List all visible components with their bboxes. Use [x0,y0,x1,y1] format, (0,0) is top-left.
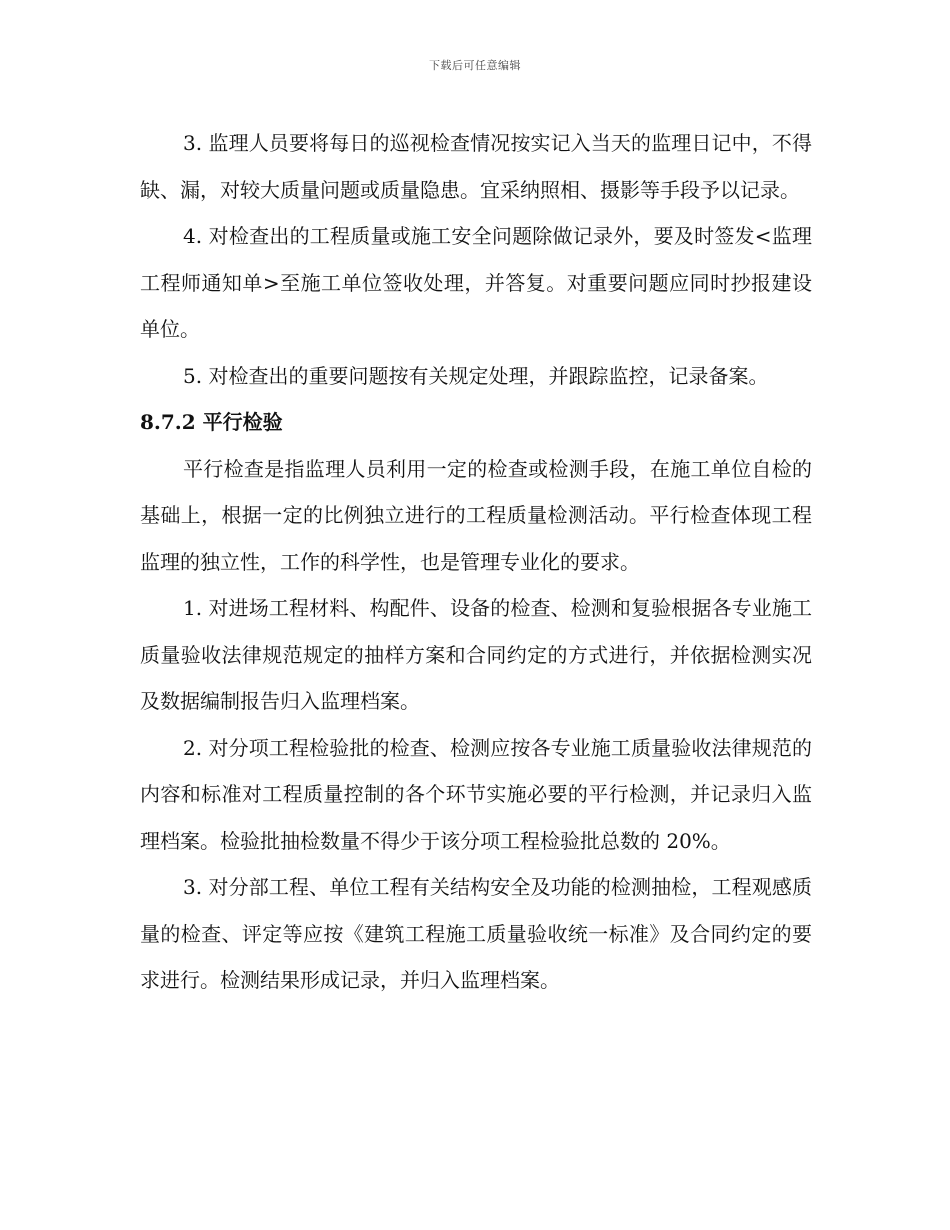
paragraph-batch-check: 2. 对分项工程检验批的检查、检测应按各专业施工质量验收法律规范的内容和标准对工程质量控制的各个环节实施必要的平行检测，并记录归入监理档案。检验批抽检数量不得少于该分项工程检验批总数的 20%。 [140,735,812,853]
paragraph-issue-notice: 4. 对检查出的工程质量或施工安全问题除做记录外，要及时签发<监理工程师通知单>至施工单位签收处理，并答复。对重要问题应同时抄报建设单位。 [140,224,812,341]
document-body [140,120,812,1004]
paragraph-follow-up: 5. 对检查出的重要问题按有关规定处理，并跟踪监控，记录备案。 [183,363,769,388]
paragraph-structure-check: 3. 对分部工程、单位工程有关结构安全及功能的检测抽检，工程观感质量的检查、评定等应按《建筑工程施工质量验收统一标准》及合同约定的要求进行。检测结果形成记录，并归入监理档案。 [140,875,812,992]
paragraph-materials-check: 1. 对进场工程材料、构配件、设备的检查、检测和复验根据各专业施工质量验收法律规范规定的抽样方案和合同约定的方式进行，并依据检测实况及数据编制报告归入监理档案。 [140,596,812,713]
paragraph-parallel-intro: 平行检查是指监理人员利用一定的检查或检测手段，在施工单位自检的基础上，根据一定的比例独立进行的工程质量检测活动。平行检查体现工程监理的独立性，工作的科学性，也是管理专业化的要求。 [140,456,812,574]
section-heading: 8.7.2 平行检验 [140,410,283,434]
paragraph-daily-log: 3. 监理人员要将每日的巡视检查情况按实记入当天的监理日记中，不得缺、漏，对较大质量问题或质量隐患。宜采纳照相、摄影等手段予以记录。 [140,131,812,202]
page-header: 下载后可任意编辑 [429,59,521,72]
